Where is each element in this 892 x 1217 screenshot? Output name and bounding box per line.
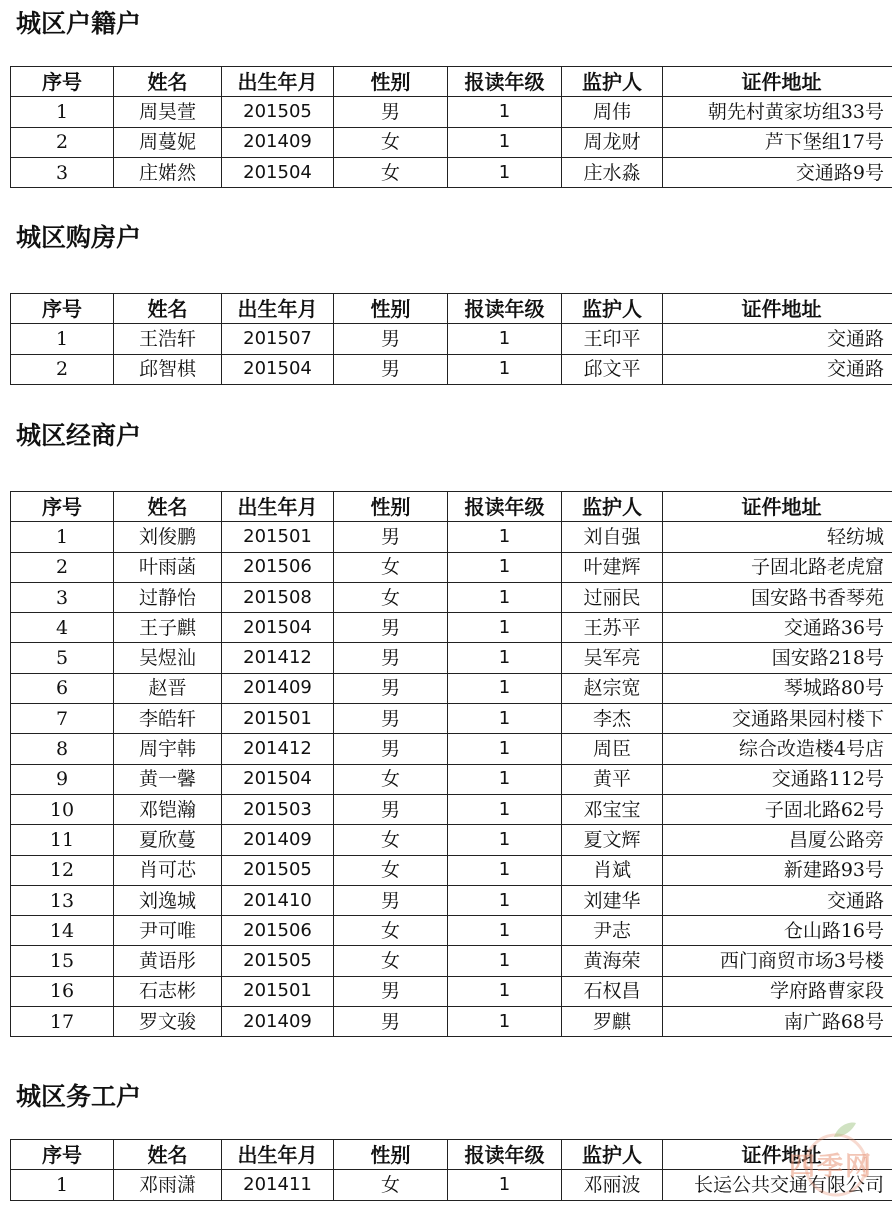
table-goufang xyxy=(10,293,892,385)
cell-index: 1 xyxy=(11,97,114,127)
cell-gender: 女 xyxy=(334,582,448,612)
cell-birth-month: 201501 xyxy=(222,522,334,552)
cell-guardian: 周臣 xyxy=(562,734,663,764)
cell-name: 夏欣蔓 xyxy=(114,825,222,855)
cell-birth-month: 201506 xyxy=(222,552,334,582)
header-row xyxy=(11,1140,892,1170)
column-header-address: 证件地址 xyxy=(663,1140,892,1170)
cell-guardian: 庄水淼 xyxy=(562,157,663,187)
column-header-birth-month: 出生年月 xyxy=(222,492,334,522)
column-header-guardian: 监护人 xyxy=(562,294,663,324)
cell-address: 学府路曹家段 xyxy=(663,976,892,1006)
cell-birth-month: 201412 xyxy=(222,734,334,764)
cell-gender: 男 xyxy=(334,885,448,915)
cell-grade: 1 xyxy=(448,976,562,1006)
table-row xyxy=(11,522,892,552)
cell-name: 叶雨菡 xyxy=(114,552,222,582)
column-header-gender: 性别 xyxy=(334,492,448,522)
cell-index: 17 xyxy=(11,1007,114,1037)
cell-birth-month: 201504 xyxy=(222,764,334,794)
cell-index: 4 xyxy=(11,613,114,643)
cell-guardian: 黄平 xyxy=(562,764,663,794)
cell-index: 3 xyxy=(11,157,114,187)
cell-guardian: 周伟 xyxy=(562,97,663,127)
cell-address: 交通路 xyxy=(663,354,892,384)
column-header-birth-month: 出生年月 xyxy=(222,294,334,324)
cell-index: 16 xyxy=(11,976,114,1006)
cell-grade: 1 xyxy=(448,673,562,703)
header-row xyxy=(11,492,892,522)
cell-grade: 1 xyxy=(448,764,562,794)
column-header-name: 姓名 xyxy=(114,67,222,97)
table-row xyxy=(11,157,892,187)
cell-gender: 女 xyxy=(334,764,448,794)
cell-address: 长运公共交通有限公司 xyxy=(663,1170,892,1200)
cell-grade: 1 xyxy=(448,885,562,915)
column-header-grade: 报读年级 xyxy=(448,492,562,522)
cell-index: 14 xyxy=(11,916,114,946)
column-header-address: 证件地址 xyxy=(663,67,892,97)
cell-name: 周蔓妮 xyxy=(114,127,222,157)
cell-grade: 1 xyxy=(448,522,562,552)
cell-gender: 女 xyxy=(334,825,448,855)
cell-name: 李皓轩 xyxy=(114,704,222,734)
cell-grade: 1 xyxy=(448,552,562,582)
cell-address: 昌厦公路旁 xyxy=(663,825,892,855)
cell-guardian: 刘自强 xyxy=(562,522,663,552)
cell-gender: 男 xyxy=(334,734,448,764)
cell-address: 芦下堡组17号 xyxy=(663,127,892,157)
table-row xyxy=(11,916,892,946)
cell-grade: 1 xyxy=(448,734,562,764)
cell-gender: 男 xyxy=(334,673,448,703)
cell-name: 庄婼然 xyxy=(114,157,222,187)
cell-grade: 1 xyxy=(448,157,562,187)
cell-name: 石志彬 xyxy=(114,976,222,1006)
cell-guardian: 邓宝宝 xyxy=(562,794,663,824)
cell-guardian: 石权昌 xyxy=(562,976,663,1006)
cell-grade: 1 xyxy=(448,354,562,384)
cell-gender: 男 xyxy=(334,704,448,734)
cell-guardian: 邓丽波 xyxy=(562,1170,663,1200)
cell-index: 1 xyxy=(11,522,114,552)
cell-guardian: 刘建华 xyxy=(562,885,663,915)
cell-index: 5 xyxy=(11,643,114,673)
cell-guardian: 肖斌 xyxy=(562,855,663,885)
cell-guardian: 过丽民 xyxy=(562,582,663,612)
column-header-gender: 性别 xyxy=(334,67,448,97)
cell-name: 王浩轩 xyxy=(114,324,222,354)
header-row xyxy=(11,294,892,324)
column-header-address: 证件地址 xyxy=(663,294,892,324)
table-row xyxy=(11,97,892,127)
column-header-index: 序号 xyxy=(11,67,114,97)
column-header-guardian: 监护人 xyxy=(562,492,663,522)
cell-grade: 1 xyxy=(448,825,562,855)
cell-birth-month: 201503 xyxy=(222,794,334,824)
cell-birth-month: 201410 xyxy=(222,885,334,915)
cell-gender: 男 xyxy=(334,324,448,354)
cell-name: 王子麒 xyxy=(114,613,222,643)
cell-guardian: 王苏平 xyxy=(562,613,663,643)
cell-index: 13 xyxy=(11,885,114,915)
cell-index: 12 xyxy=(11,855,114,885)
cell-index: 2 xyxy=(11,127,114,157)
cell-name: 周昊萱 xyxy=(114,97,222,127)
table-row xyxy=(11,794,892,824)
cell-guardian: 李杰 xyxy=(562,704,663,734)
column-header-guardian: 监护人 xyxy=(562,1140,663,1170)
cell-address: 朝先村黄家坊组33号 xyxy=(663,97,892,127)
cell-grade: 1 xyxy=(448,127,562,157)
column-header-gender: 性别 xyxy=(334,1140,448,1170)
watermark-text: 四季网 xyxy=(788,1152,873,1182)
table-row xyxy=(11,1007,892,1037)
table-row xyxy=(11,704,892,734)
cell-birth-month: 201409 xyxy=(222,673,334,703)
table-row xyxy=(11,324,892,354)
cell-address: 交通路 xyxy=(663,324,892,354)
cell-birth-month: 201508 xyxy=(222,582,334,612)
cell-name: 尹可唯 xyxy=(114,916,222,946)
section-title-goufang: 城区购房户 xyxy=(16,223,142,252)
cell-guardian: 夏文辉 xyxy=(562,825,663,855)
cell-name: 肖可芯 xyxy=(114,855,222,885)
table-row xyxy=(11,1170,892,1200)
cell-index: 1 xyxy=(11,324,114,354)
cell-birth-month: 201411 xyxy=(222,1170,334,1200)
cell-address: 新建路93号 xyxy=(663,855,892,885)
cell-address: 交通路9号 xyxy=(663,157,892,187)
column-header-name: 姓名 xyxy=(114,492,222,522)
cell-grade: 1 xyxy=(448,613,562,643)
cell-guardian: 叶建辉 xyxy=(562,552,663,582)
column-header-index: 序号 xyxy=(11,492,114,522)
cell-index: 3 xyxy=(11,582,114,612)
cell-index: 10 xyxy=(11,794,114,824)
section-title-huji: 城区户籍户 xyxy=(16,9,142,38)
cell-gender: 男 xyxy=(334,976,448,1006)
column-header-index: 序号 xyxy=(11,1140,114,1170)
cell-gender: 女 xyxy=(334,855,448,885)
cell-index: 8 xyxy=(11,734,114,764)
cell-index: 7 xyxy=(11,704,114,734)
cell-index: 2 xyxy=(11,354,114,384)
column-header-grade: 报读年级 xyxy=(448,294,562,324)
column-header-address: 证件地址 xyxy=(663,492,892,522)
cell-birth-month: 201505 xyxy=(222,946,334,976)
cell-address: 西门商贸市场3号楼 xyxy=(663,946,892,976)
cell-birth-month: 201501 xyxy=(222,976,334,1006)
cell-address: 仓山路16号 xyxy=(663,916,892,946)
cell-gender: 女 xyxy=(334,127,448,157)
cell-gender: 女 xyxy=(334,946,448,976)
cell-address: 交通路 xyxy=(663,885,892,915)
cell-address: 交通路36号 xyxy=(663,613,892,643)
cell-name: 过静怡 xyxy=(114,582,222,612)
table-row xyxy=(11,582,892,612)
cell-name: 周宇韩 xyxy=(114,734,222,764)
cell-guardian: 周龙财 xyxy=(562,127,663,157)
cell-address: 交通路果园村楼下 xyxy=(663,704,892,734)
cell-address: 国安路218号 xyxy=(663,643,892,673)
cell-birth-month: 201409 xyxy=(222,825,334,855)
cell-address: 轻纺城 xyxy=(663,522,892,552)
cell-name: 邓雨潇 xyxy=(114,1170,222,1200)
cell-gender: 女 xyxy=(334,552,448,582)
cell-gender: 男 xyxy=(334,643,448,673)
column-header-name: 姓名 xyxy=(114,294,222,324)
cell-birth-month: 201504 xyxy=(222,354,334,384)
column-header-index: 序号 xyxy=(11,294,114,324)
cell-gender: 男 xyxy=(334,1007,448,1037)
cell-gender: 女 xyxy=(334,1170,448,1200)
column-header-grade: 报读年级 xyxy=(448,67,562,97)
cell-birth-month: 201504 xyxy=(222,613,334,643)
cell-address: 琴城路80号 xyxy=(663,673,892,703)
cell-birth-month: 201409 xyxy=(222,127,334,157)
cell-name: 吴煜汕 xyxy=(114,643,222,673)
table-row xyxy=(11,643,892,673)
cell-index: 9 xyxy=(11,764,114,794)
table-row xyxy=(11,127,892,157)
cell-grade: 1 xyxy=(448,704,562,734)
table-row xyxy=(11,734,892,764)
table-huji xyxy=(10,66,892,188)
cell-name: 赵晋 xyxy=(114,673,222,703)
column-header-gender: 性别 xyxy=(334,294,448,324)
table-row xyxy=(11,855,892,885)
cell-index: 6 xyxy=(11,673,114,703)
cell-birth-month: 201412 xyxy=(222,643,334,673)
cell-birth-month: 201501 xyxy=(222,704,334,734)
table-row xyxy=(11,885,892,915)
cell-grade: 1 xyxy=(448,916,562,946)
cell-name: 刘俊鹏 xyxy=(114,522,222,552)
cell-name: 罗文骏 xyxy=(114,1007,222,1037)
cell-index: 11 xyxy=(11,825,114,855)
section-title-wugong: 城区务工户 xyxy=(16,1082,142,1111)
cell-guardian: 赵宗宽 xyxy=(562,673,663,703)
cell-grade: 1 xyxy=(448,1170,562,1200)
cell-grade: 1 xyxy=(448,643,562,673)
table-wugong xyxy=(10,1139,892,1201)
cell-birth-month: 201504 xyxy=(222,157,334,187)
cell-grade: 1 xyxy=(448,946,562,976)
table-row xyxy=(11,825,892,855)
cell-grade: 1 xyxy=(448,794,562,824)
cell-address: 综合改造楼4号店 xyxy=(663,734,892,764)
table-row xyxy=(11,354,892,384)
cell-birth-month: 201505 xyxy=(222,855,334,885)
cell-grade: 1 xyxy=(448,582,562,612)
cell-birth-month: 201409 xyxy=(222,1007,334,1037)
cell-guardian: 尹志 xyxy=(562,916,663,946)
table-row xyxy=(11,613,892,643)
column-header-guardian: 监护人 xyxy=(562,67,663,97)
table-row xyxy=(11,673,892,703)
cell-grade: 1 xyxy=(448,1007,562,1037)
cell-name: 邓铠瀚 xyxy=(114,794,222,824)
cell-grade: 1 xyxy=(448,97,562,127)
cell-address: 交通路112号 xyxy=(663,764,892,794)
cell-guardian: 黄海荣 xyxy=(562,946,663,976)
cell-name: 刘逸城 xyxy=(114,885,222,915)
cell-gender: 男 xyxy=(334,354,448,384)
cell-gender: 男 xyxy=(334,613,448,643)
cell-guardian: 吴军亮 xyxy=(562,643,663,673)
cell-index: 15 xyxy=(11,946,114,976)
cell-name: 邱智棋 xyxy=(114,354,222,384)
cell-name: 黄语彤 xyxy=(114,946,222,976)
cell-address: 南广路68号 xyxy=(663,1007,892,1037)
cell-gender: 女 xyxy=(334,157,448,187)
cell-address: 子固北路62号 xyxy=(663,794,892,824)
table-row xyxy=(11,976,892,1006)
cell-address: 子固北路老虎窟 xyxy=(663,552,892,582)
cell-address: 国安路书香琴苑 xyxy=(663,582,892,612)
cell-guardian: 王印平 xyxy=(562,324,663,354)
cell-gender: 男 xyxy=(334,522,448,552)
section-title-jingshang: 城区经商户 xyxy=(16,421,142,450)
cell-guardian: 邱文平 xyxy=(562,354,663,384)
table-jingshang xyxy=(10,491,892,1037)
table-row xyxy=(11,764,892,794)
cell-name: 黄一馨 xyxy=(114,764,222,794)
cell-grade: 1 xyxy=(448,855,562,885)
cell-birth-month: 201505 xyxy=(222,97,334,127)
column-header-grade: 报读年级 xyxy=(448,1140,562,1170)
column-header-birth-month: 出生年月 xyxy=(222,67,334,97)
cell-birth-month: 201506 xyxy=(222,916,334,946)
column-header-name: 姓名 xyxy=(114,1140,222,1170)
table-row xyxy=(11,552,892,582)
header-row xyxy=(11,67,892,97)
cell-index: 1 xyxy=(11,1170,114,1200)
cell-gender: 女 xyxy=(334,916,448,946)
cell-gender: 男 xyxy=(334,97,448,127)
table-row xyxy=(11,946,892,976)
cell-index: 2 xyxy=(11,552,114,582)
cell-guardian: 罗麒 xyxy=(562,1007,663,1037)
column-header-birth-month: 出生年月 xyxy=(222,1140,334,1170)
cell-grade: 1 xyxy=(448,324,562,354)
cell-gender: 男 xyxy=(334,794,448,824)
cell-birth-month: 201507 xyxy=(222,324,334,354)
